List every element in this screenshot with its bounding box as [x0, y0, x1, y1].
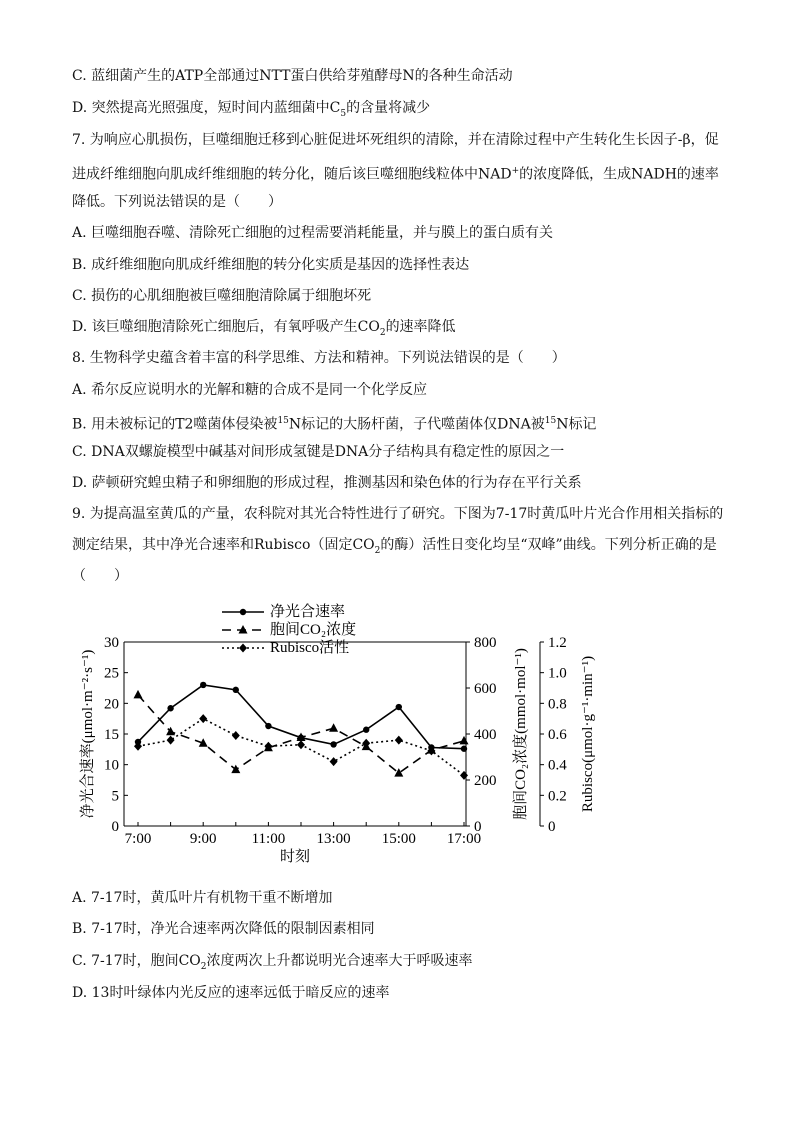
question-9-stem-3: （ ） — [72, 568, 128, 584]
option-9b: B. 7-17时，净光合速率两次降低的限制因素相同 — [72, 921, 375, 937]
point-rubisco-activity — [460, 771, 468, 780]
mid-tick-label: 800 — [474, 635, 497, 651]
point-co2-concentration — [166, 727, 175, 736]
point-rubisco-activity — [199, 714, 207, 723]
question-9-stem: 9. 为提高温室黄瓜的产量，农科院对其光合特性进行了研究。下图为7-17时黄瓜叶片光合作用相关指标的 — [72, 506, 724, 522]
mid-tick-label: 600 — [474, 681, 497, 697]
point-co2-concentration — [329, 723, 338, 732]
point-rubisco-activity — [297, 740, 305, 749]
option-9d: D. 13时叶绿体内光反应的速率远低于暗反应的速率 — [72, 985, 390, 1001]
point-net-photosynthesis — [461, 746, 467, 752]
mid-tick-label: 400 — [474, 727, 497, 743]
mid-tick-label: 0 — [474, 819, 482, 835]
legend-label-3: Rubisco活性 — [270, 640, 350, 656]
point-net-photosynthesis — [265, 723, 271, 729]
option-7d: D. 该巨噬细胞清除死亡细胞后，有氧呼吸产生$CO_2$的速率降低 — [72, 319, 456, 338]
mid-axis-title: 胞间CO₂浓度(mmol·mol⁻¹) — [513, 648, 529, 820]
right-tick-label: 0.4 — [548, 757, 567, 774]
point-co2-concentration — [231, 765, 240, 774]
right-tick-label: 1.0 — [548, 665, 567, 682]
right-tick-label: 1.2 — [548, 635, 567, 651]
point-net-photosynthesis — [396, 704, 402, 710]
point-rubisco-activity — [362, 739, 370, 748]
x-axis-title: 时刻 — [279, 849, 311, 865]
option-7a: A. 巨噬细胞吞噬、清除死亡细胞的过程需要消耗能量，并与膜上的蛋白质有关 — [72, 225, 554, 241]
option-8a: A. 希尔反应说明水的光解和糖的合成不是同一个化学反应 — [72, 382, 428, 398]
question-7-stem-3: 降低。下列说法错误的是（ ） — [72, 194, 282, 210]
point-net-photosynthesis — [363, 727, 369, 733]
left-tick-label: 10 — [104, 757, 119, 774]
question-7-stem: 7. 为响应心肌损伤，巨噬细胞迁移到心脏促进坏死组织的清除，并在清除过程中产生转化生长因子-β，促 — [72, 132, 719, 148]
x-tick-label: 15:00 — [381, 831, 416, 847]
option-7c: C. 损伤的心肌细胞被巨噬细胞清除属于细胞坏死 — [72, 288, 372, 304]
point-co2-concentration — [460, 736, 469, 745]
point-rubisco-activity — [167, 736, 175, 745]
question-7-stem-2: 进成纤维细胞向肌成纤维细胞的转分化，随后该巨噬细胞线粒体中NAD+的浓度降低，生成NADH的速率 — [72, 166, 719, 183]
point-rubisco-activity — [395, 736, 403, 745]
legend-marker-diamond — [239, 644, 247, 653]
option-6d: D. 突然提高光照强度，短时间内蓝细菌中$C_5$的含量将减少 — [72, 100, 431, 119]
point-rubisco-activity — [232, 731, 240, 740]
left-tick-label: 25 — [104, 665, 119, 682]
x-tick-label: 9:00 — [189, 831, 217, 847]
right-tick-label: 0.8 — [548, 696, 567, 713]
legend-marker-circle — [240, 609, 246, 615]
left-tick-label: 20 — [104, 696, 119, 713]
question-8-stem: 8. 生物科学史蕴含着丰富的科学思维、方法和精神。下列说法错误的是（ ） — [72, 350, 566, 366]
left-tick-label: 30 — [104, 635, 119, 651]
legend-label-2: 胞间CO₂浓度 — [270, 622, 357, 638]
x-tick-label: 11:00 — [251, 831, 286, 847]
legend-label-1: 净光合速率 — [270, 604, 346, 620]
option-9c: C. 7-17时，胞间$CO_2$浓度两次上升都说明光合速率大于呼吸速率 — [72, 953, 473, 972]
left-tick-label: 5 — [111, 788, 119, 805]
left-axis-title: 净光合速率(μmol·m⁻²·s⁻¹) — [80, 649, 96, 819]
left-tick-label: 0 — [111, 819, 119, 835]
left-tick-label: 15 — [104, 727, 119, 743]
x-tick-label: 7:00 — [124, 831, 152, 847]
point-net-photosynthesis — [200, 682, 206, 688]
option-8c: C. DNA双螺旋模型中碱基对间形成氢键是DNA分子结构具有稳定性的原因之一 — [72, 444, 565, 460]
point-net-photosynthesis — [330, 741, 336, 747]
point-rubisco-activity — [330, 757, 338, 766]
option-8b: B. 用未被标记的T2噬菌体侵染被$^{15}$N标记的大肠杆菌，子代噬菌体仅DNA被$^{15}$N标记 — [72, 416, 597, 433]
option-8d: D. 萨顿研究蝗虫精子和卵细胞的形成过程，推测基因和染色体的行为存在平行关系 — [72, 475, 582, 491]
right-axis-title: Rubisco(μmol·g⁻¹·min⁻¹) — [580, 655, 596, 813]
mid-tick-label: 200 — [474, 773, 497, 789]
point-net-photosynthesis — [167, 705, 173, 711]
option-9a: A. 7-17时，黄瓜叶片有机物干重不断增加 — [72, 890, 333, 906]
point-net-photosynthesis — [233, 687, 239, 693]
point-co2-concentration — [394, 768, 403, 777]
right-tick-label: 0.6 — [548, 727, 567, 743]
x-tick-label: 13:00 — [316, 831, 351, 847]
option-7b: B. 成纤维细胞向肌成纤维细胞的转分化实质是基因的选择性表达 — [72, 257, 470, 273]
question-9-stem-2: 测定结果，其中净光合速率和Rubisco（固定$CO_2$的酶）活性日变化均呈“双峰”曲线。下列分析正确的是 — [72, 537, 717, 556]
right-tick-label: 0 — [548, 819, 556, 835]
option-6c: C. 蓝细菌产生的ATP全部通过NTT蛋白供给芽殖酵母N的各种生命活动 — [72, 68, 513, 84]
point-co2-concentration — [134, 690, 143, 699]
photosynthesis-chart — [72, 598, 632, 868]
right-tick-label: 0.2 — [548, 788, 567, 805]
x-tick-label: 17:00 — [446, 831, 482, 847]
